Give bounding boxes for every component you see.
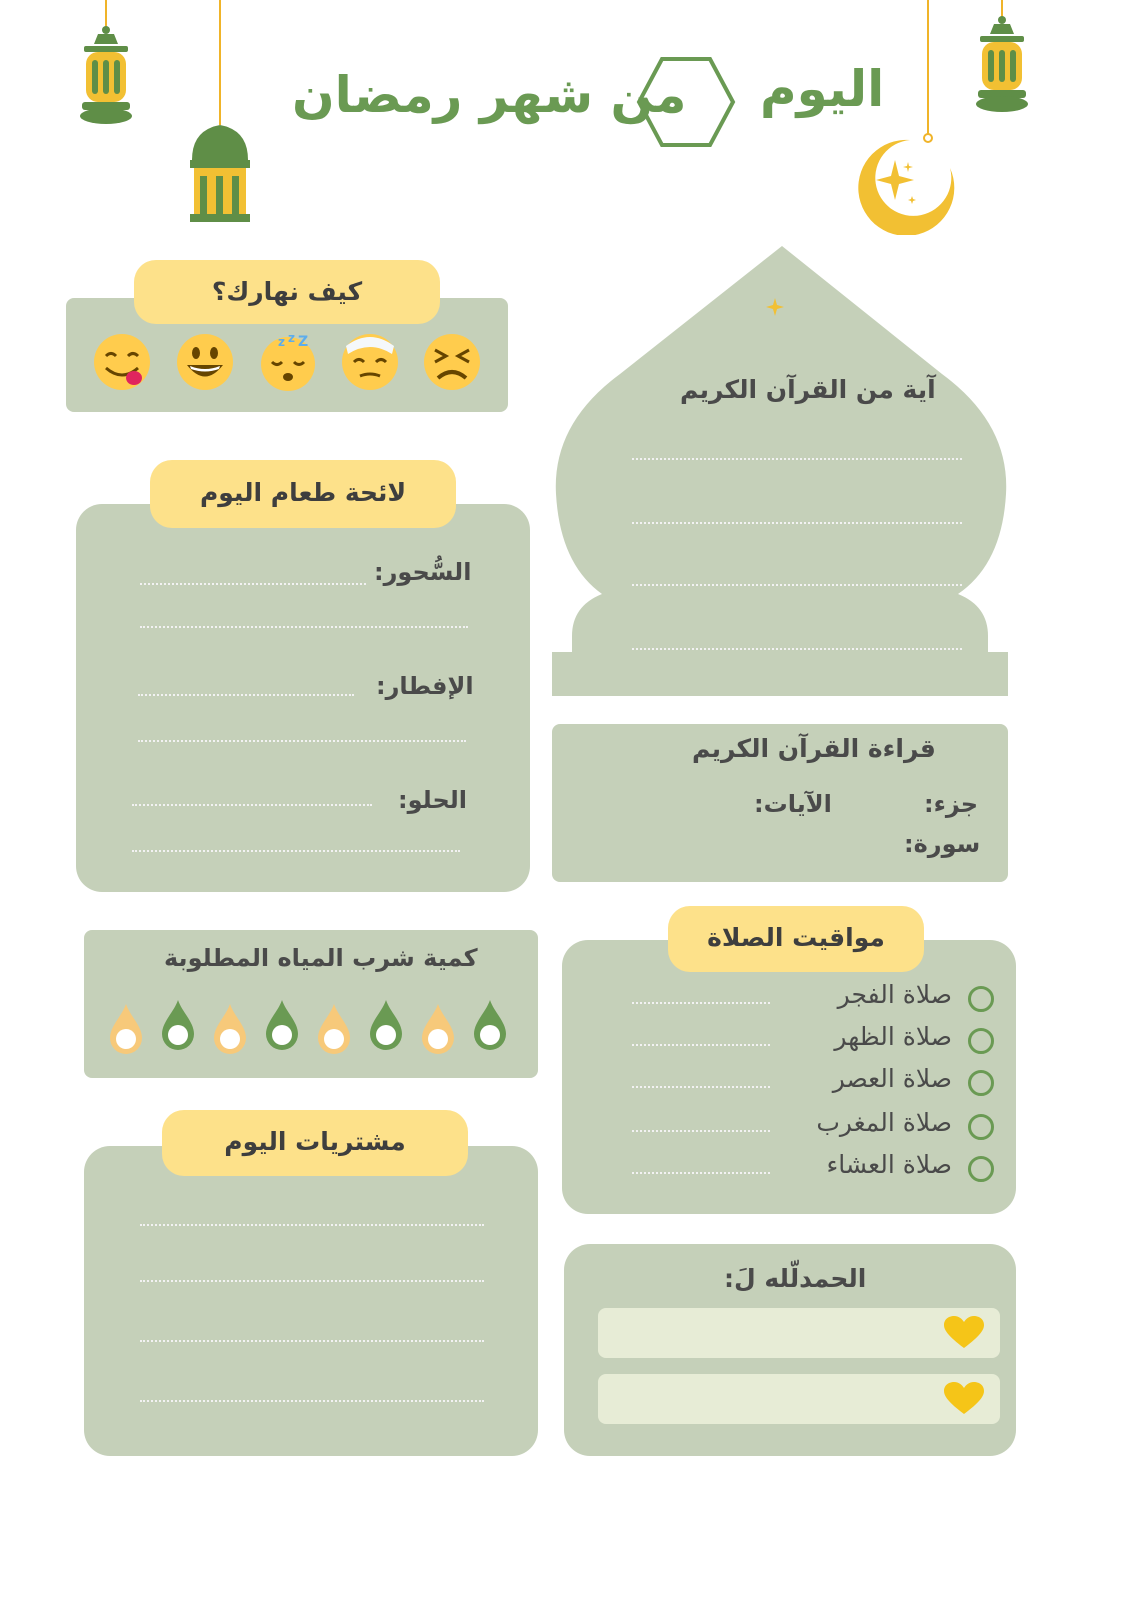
water-drop-icon[interactable] <box>108 1002 144 1058</box>
prayer-checkbox[interactable] <box>968 1114 994 1140</box>
gratitude-title: الحمدلّله لَ: <box>724 1264 867 1293</box>
prayer-checkbox[interactable] <box>968 1070 994 1096</box>
dessert-line[interactable] <box>132 850 460 852</box>
water-drop-icon[interactable] <box>420 1002 456 1058</box>
water-drop-icon[interactable] <box>264 998 300 1054</box>
yum-face-icon[interactable] <box>92 332 152 392</box>
prayers-title: مواقيت الصلاة <box>668 906 924 972</box>
heart-icon <box>944 1316 984 1350</box>
gratitude-entry[interactable] <box>598 1374 1000 1424</box>
svg-text:Z: Z <box>298 334 309 350</box>
iftar-line[interactable] <box>138 740 466 742</box>
prayer-label: صلاة الظهر <box>834 1022 952 1051</box>
shopping-line[interactable] <box>140 1224 484 1226</box>
iftar-line[interactable] <box>138 694 354 696</box>
header-title-day: اليوم <box>760 60 885 118</box>
verse-line[interactable] <box>632 522 962 524</box>
sleepy-face-icon[interactable] <box>258 332 318 392</box>
water-drop-icon[interactable] <box>316 1002 352 1058</box>
prayer-time-line[interactable] <box>632 1086 770 1088</box>
water-drop-icon[interactable] <box>160 998 196 1054</box>
water-drop-icon[interactable] <box>212 1002 248 1058</box>
heart-icon <box>944 1382 984 1416</box>
lantern-icon <box>972 0 1032 120</box>
prayer-label: صلاة الفجر <box>837 980 952 1009</box>
mosque-lantern-icon <box>188 0 252 225</box>
prayer-time-line[interactable] <box>632 1172 770 1174</box>
dessert-line[interactable] <box>132 804 372 806</box>
prayer-time-line[interactable] <box>632 1044 770 1046</box>
svg-text:z: z <box>278 335 285 349</box>
header-title-month: من شهر رمضان <box>292 66 687 124</box>
prayer-label: صلاة العصر <box>832 1064 952 1093</box>
suhoor-line[interactable] <box>140 583 366 585</box>
verse-line[interactable] <box>632 458 962 460</box>
tired-face-icon[interactable] <box>422 332 482 392</box>
mood-title: كيف نهارك؟ <box>134 260 440 324</box>
verse-dome-panel <box>552 244 1010 700</box>
bandaged-face-icon[interactable] <box>340 332 400 392</box>
prayer-label: صلاة المغرب <box>816 1108 952 1137</box>
prayer-label: صلاة العشاء <box>826 1150 952 1179</box>
suhoor-line[interactable] <box>140 626 468 628</box>
verse-line[interactable] <box>632 584 962 586</box>
food-title: لائحة طعام اليوم <box>150 460 456 528</box>
shopping-title: مشتريات اليوم <box>162 1110 468 1176</box>
water-title: كمية شرب المياه المطلوبة <box>164 944 478 972</box>
grinning-face-icon[interactable] <box>175 332 235 392</box>
gratitude-entry[interactable] <box>598 1308 1000 1358</box>
quran-reading-title: قراءة القرآن الكريم <box>692 734 936 763</box>
surah-label[interactable]: سورة: <box>904 830 981 858</box>
juz-label[interactable]: جزء: <box>924 790 979 818</box>
verse-title: آية من القرآن الكريم <box>680 375 936 404</box>
iftar-label: الإفطار: <box>376 672 474 700</box>
ayat-label[interactable]: الآيات: <box>754 790 832 818</box>
water-drop-icon[interactable] <box>472 998 508 1054</box>
shopping-line[interactable] <box>140 1280 484 1282</box>
shopping-line[interactable] <box>140 1340 484 1342</box>
svg-text:z: z <box>288 332 295 345</box>
water-drop-icon[interactable] <box>368 998 404 1054</box>
verse-line[interactable] <box>632 648 962 650</box>
prayer-time-line[interactable] <box>632 1002 770 1004</box>
suhoor-label: السُّحور: <box>374 558 472 586</box>
shopping-line[interactable] <box>140 1400 484 1402</box>
prayer-checkbox[interactable] <box>968 1156 994 1182</box>
shopping-panel <box>84 1146 538 1456</box>
lantern-icon <box>76 0 136 135</box>
prayer-checkbox[interactable] <box>968 1028 994 1054</box>
prayer-time-line[interactable] <box>632 1130 770 1132</box>
dessert-label: الحلو: <box>398 786 467 814</box>
prayer-checkbox[interactable] <box>968 986 994 1012</box>
